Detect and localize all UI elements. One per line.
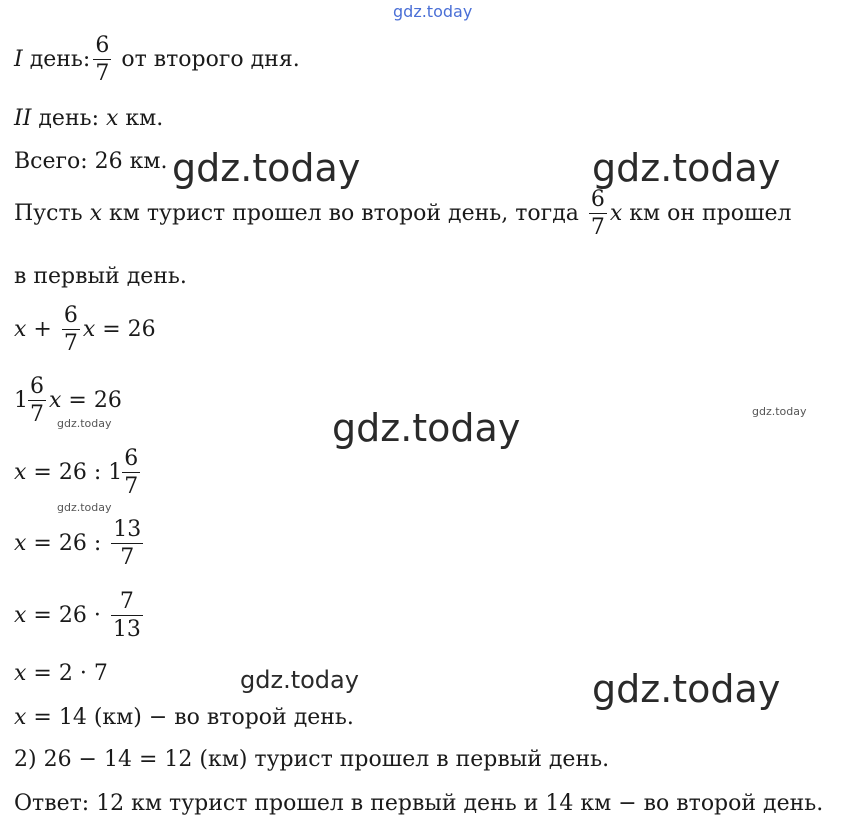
text: = 14 (км) − во второй день. (26, 705, 354, 730)
line-day-two (14, 106, 163, 132)
fraction (28, 375, 46, 427)
operator: + (26, 317, 59, 342)
watermark-small-3: gdz.today (57, 501, 112, 514)
whole: 1 (14, 388, 28, 413)
text: = 26 (95, 317, 156, 342)
watermark-small-2: gdz.today (57, 417, 112, 430)
variable-x: x (14, 661, 27, 686)
text: км. (118, 106, 164, 131)
text: в первый день. (14, 264, 187, 289)
numerator: 6 (95, 33, 110, 58)
variable-x: x (14, 317, 27, 342)
denominator: 7 (63, 331, 78, 356)
numerator: 6 (30, 374, 44, 399)
text: от второго дня. (114, 47, 300, 72)
equation-3 (14, 447, 143, 499)
variable-x: x (14, 705, 27, 730)
variable-x: x (609, 201, 623, 226)
line-total (14, 149, 168, 175)
watermark-4: gdz.today (592, 667, 781, 711)
equation-5 (14, 590, 146, 642)
text: км он прошел (622, 201, 792, 226)
text: Пусть (14, 201, 90, 226)
answer (14, 791, 823, 817)
fraction (62, 304, 80, 356)
variable-x: x (49, 388, 62, 413)
text: = 26 : (26, 531, 109, 556)
variable-x: x (14, 460, 27, 485)
watermark-3: gdz.today (332, 406, 521, 450)
numerator: 6 (63, 303, 78, 328)
fraction (111, 590, 143, 642)
equation-2 (14, 375, 122, 427)
numerator: 7 (119, 589, 134, 614)
numerator: 6 (590, 187, 605, 212)
text: = 26 · (26, 603, 108, 628)
text: км турист прошел во второй день, тогда (102, 201, 586, 226)
variable-x: x (106, 106, 119, 131)
equation-7 (14, 705, 354, 731)
watermark-small-1: gdz.today (752, 405, 807, 418)
roman-two: II (14, 106, 32, 131)
denominator: 7 (120, 545, 135, 570)
variable-x: x (14, 531, 27, 556)
step-two (14, 747, 609, 773)
fraction (111, 518, 143, 570)
numerator: 6 (124, 446, 139, 471)
denominator: 7 (30, 402, 44, 427)
watermark-1: gdz.today (172, 146, 361, 190)
variable-x: x (82, 317, 96, 342)
line-day-one (14, 34, 300, 86)
denominator: 7 (124, 474, 139, 499)
line-first-day (14, 264, 187, 290)
text: = 2 · 7 (26, 661, 108, 686)
text: 2) 26 − 14 = 12 (км) турист прошел в первый день. (14, 747, 610, 772)
roman-one: I (14, 47, 23, 72)
equation-1 (14, 304, 156, 356)
variable-x: x (14, 603, 27, 628)
watermark-top: gdz.today (393, 2, 473, 21)
watermark-5: gdz.today (240, 666, 359, 694)
equation-4 (14, 518, 146, 570)
denominator: 7 (590, 215, 605, 240)
line-let (14, 188, 791, 240)
equation-6 (14, 661, 108, 687)
text: = 26 : 1 (26, 460, 123, 485)
text: Всего: 26 км. (14, 149, 168, 174)
variable-x: x (89, 201, 103, 226)
denominator: 7 (95, 61, 110, 86)
text: Ответ: 12 км турист прошел в первый день и 14 км − во второй день. (14, 791, 824, 816)
text: = 26 (61, 388, 122, 413)
fraction (122, 447, 140, 499)
label: день: (22, 47, 91, 72)
label: день: (31, 106, 106, 131)
watermark-2: gdz.today (592, 146, 781, 190)
fraction (93, 34, 111, 86)
numerator: 13 (113, 517, 142, 542)
denominator: 13 (112, 617, 141, 642)
fraction (589, 188, 607, 240)
